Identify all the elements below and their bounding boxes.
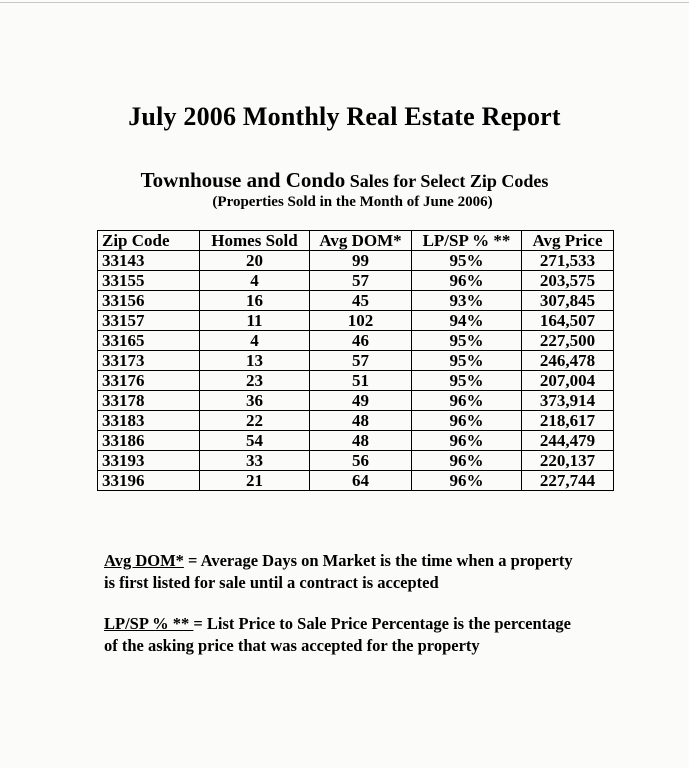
cell-avg-price: 271,533 [522,251,614,271]
cell-lpsp: 95% [412,331,522,351]
table-row [98,391,614,411]
cell-avg-price: 307,845 [522,291,614,311]
cell-avg-dom: 48 [310,431,412,451]
header-homes-sold: Homes Sold [200,231,310,251]
cell-avg-price: 246,478 [522,351,614,371]
header-zip-code: Zip Code [98,231,200,251]
table-row [98,431,614,451]
table-row [98,311,614,331]
cell-zip: 33178 [98,391,200,411]
header-lpsp: LP/SP % ** [412,231,522,251]
cell-lpsp: 96% [412,451,522,471]
cell-lpsp: 96% [412,391,522,411]
cell-lpsp: 96% [412,471,522,491]
cell-avg-price: 244,479 [522,431,614,451]
table-row [98,471,614,491]
cell-lpsp: 95% [412,351,522,371]
cell-avg-dom: 57 [310,351,412,371]
table-row [98,291,614,311]
cell-avg-dom: 56 [310,451,412,471]
cell-zip: 33157 [98,311,200,331]
cell-avg-price: 218,617 [522,411,614,431]
cell-zip: 33186 [98,431,200,451]
cell-zip: 33196 [98,471,200,491]
cell-zip: 33143 [98,251,200,271]
cell-zip: 33193 [98,451,200,471]
cell-avg-dom: 46 [310,331,412,351]
note-lpsp-term: LP/SP % ** [104,614,194,633]
cell-homes-sold: 4 [200,331,310,351]
cell-avg-dom: 49 [310,391,412,411]
header-avg-dom: Avg DOM* [310,231,412,251]
report-subtitle [0,168,689,193]
scan-edge [0,2,689,3]
cell-zip: 33173 [98,351,200,371]
table-row [98,411,614,431]
cell-homes-sold: 11 [200,311,310,331]
cell-lpsp: 93% [412,291,522,311]
header-avg-price: Avg Price [522,231,614,251]
cell-zip: 33155 [98,271,200,291]
cell-lpsp: 95% [412,371,522,391]
table-header-row [98,231,614,251]
cell-homes-sold: 21 [200,471,310,491]
cell-avg-dom: 102 [310,311,412,331]
note-avg-dom [104,550,584,594]
table-row [98,271,614,291]
cell-avg-dom: 57 [310,271,412,291]
cell-avg-dom: 48 [310,411,412,431]
subtitle-main: Townhouse and Condo [140,168,346,192]
cell-avg-dom: 64 [310,471,412,491]
cell-avg-price: 220,137 [522,451,614,471]
cell-homes-sold: 22 [200,411,310,431]
table-row [98,451,614,471]
cell-homes-sold: 20 [200,251,310,271]
report-period: (Properties Sold in the Month of June 2006) [212,194,493,210]
cell-lpsp: 95% [412,251,522,271]
cell-homes-sold: 4 [200,271,310,291]
cell-zip: 33183 [98,411,200,431]
cell-zip: 33176 [98,371,200,391]
cell-zip: 33165 [98,331,200,351]
cell-homes-sold: 33 [200,451,310,471]
cell-lpsp: 96% [412,271,522,291]
note-lpsp [104,613,584,657]
table-row [98,251,614,271]
cell-homes-sold: 13 [200,351,310,371]
cell-zip: 33156 [98,291,200,311]
cell-avg-price: 227,744 [522,471,614,491]
cell-avg-dom: 51 [310,371,412,391]
cell-lpsp: 94% [412,311,522,331]
cell-avg-price: 207,004 [522,371,614,391]
sales-table [97,230,614,491]
cell-avg-price: 227,500 [522,331,614,351]
cell-avg-price: 164,507 [522,311,614,331]
note-avg-dom-term: Avg DOM* [104,551,184,570]
cell-avg-dom: 45 [310,291,412,311]
report-title: July 2006 Monthly Real Estate Report [128,102,561,131]
note-lpsp-text: = List Price to Sale Price Percentage is the percentage of the asking price that was accepted for the property [104,614,572,655]
note-avg-dom-text: = Average Days on Market is the time when a property is first listed for sale until a contract is accepted [104,551,573,592]
cell-lpsp: 96% [412,431,522,451]
cell-homes-sold: 54 [200,431,310,451]
cell-homes-sold: 23 [200,371,310,391]
cell-homes-sold: 16 [200,291,310,311]
cell-avg-price: 203,575 [522,271,614,291]
cell-avg-dom: 99 [310,251,412,271]
cell-avg-price: 373,914 [522,391,614,411]
cell-lpsp: 96% [412,411,522,431]
table-row [98,351,614,371]
subtitle-rest: Sales for Select Zip Codes [345,171,549,191]
cell-homes-sold: 36 [200,391,310,411]
table-row [98,371,614,391]
table-row [98,331,614,351]
